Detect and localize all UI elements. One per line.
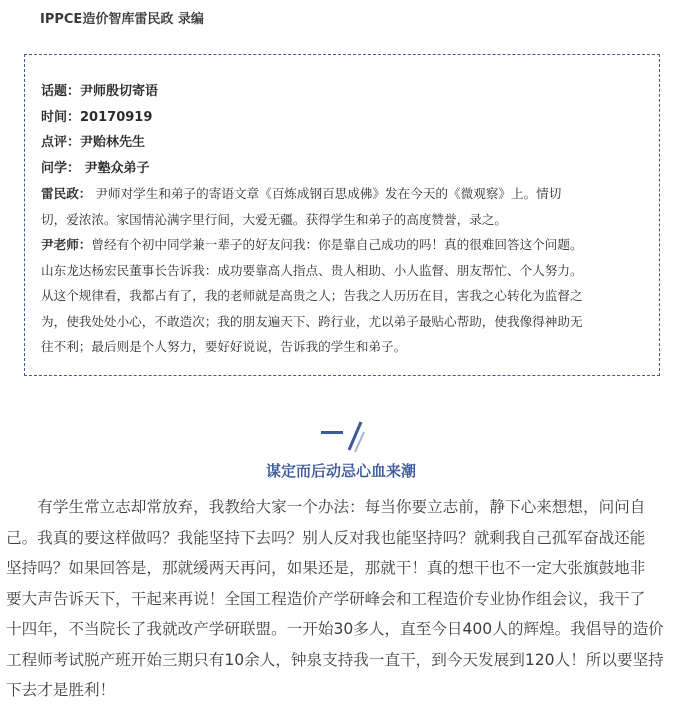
comment-label: 雷民政： [41, 186, 92, 201]
teacher-line: 山东龙达杨宏民董事长告诉我：成功要靠高人指点、贵人相助、小人监督、朋友帮忙、个人努力。 [41, 262, 583, 278]
section-heading: 谋定而后动忌心血来潮 [265, 462, 416, 480]
topic-label: 话题： [41, 84, 81, 99]
teacher-line: 从这个规律看，我都占有了，我的老师就是高贵之人；告我之人历历在目，害我之心转化为监督之 [41, 288, 583, 303]
review-label: 点评： [41, 135, 81, 150]
topic-value: 尹师殷切寄语 [80, 84, 159, 99]
paragraph-line: 己。我真的要这样做吗？我能坚持下去吗？别人反对我也能坚持吗？就剩我自己孤军奋战还能 [6, 528, 646, 547]
teacher-line: 往不利；最后则是个人努力，要好好说说，告诉我的学生和弟子。 [41, 339, 407, 354]
teacher-line [41, 232, 645, 258]
credit-line: IPPCE造价智库雷民政 录编 [40, 12, 204, 27]
asker-value: 尹塾众弟子 [80, 160, 150, 176]
time-label: 时间： [41, 109, 81, 125]
teacher-label: 尹老师： [41, 237, 92, 252]
paragraph-line: 工程师考试脱产班开始三期只有10余人，钟泉支持我一直干，到今天发展到120人！所以要坚持 [6, 650, 664, 669]
review-value: 尹贻林先生 [80, 135, 146, 150]
comment-line: 切，爱浓浓。家国情沁满字里行间，大爱无疆。获得学生和弟子的高度赞誉，录之。 [41, 211, 507, 227]
paragraph-line: 下去才是胜利！ [6, 681, 116, 699]
section-number-mark [321, 418, 365, 454]
section-number-dash [321, 431, 343, 434]
quote-box [24, 54, 660, 376]
topic-row [41, 79, 645, 105]
asker-row [41, 156, 645, 182]
slash-ornament-icon [349, 422, 361, 450]
paragraph-line: 有学生常立志却常放弃，我教给大家一个办法：每当你要立志前，静下心来想想，问问自 [6, 498, 646, 516]
body-paragraph [6, 492, 682, 706]
asker-label: 问学： [41, 160, 81, 176]
comment-line [41, 181, 645, 207]
review-row [41, 130, 645, 156]
paragraph-line: 坚持吗？如果回答是，那就缓两天再问，如果还是，那就干！真的想干也不一定大张旗鼓地非 [6, 559, 646, 577]
teacher-line: 为，使我处处小心，不敢造次；我的朋友遍天下、跨行业，尤以弟子最贴心帮助，使我像得神助无 [41, 313, 583, 329]
teacher-text: 曾经有个初中同学兼一辈子的好友问我：你是靠自己成功的吗！真的很难回答这个问题。 [91, 237, 583, 252]
time-value: 20170919 [80, 109, 153, 125]
paragraph-line: 要大声告诉天下，干起来再说！全国工程造价产学研峰会和工程造价专业协作组会议，我干了 [6, 589, 646, 608]
paragraph-line: 十四年，不当院长了我就改产学研联盟。一开始30多人，直至今日400人的辉煌。我倡导的造价 [6, 620, 664, 638]
time-row [41, 105, 645, 131]
comment-text: 尹师对学生和弟子的寄语文章《百炼成钢百思成佛》发在今天的《微观察》上。情切 [91, 186, 562, 201]
